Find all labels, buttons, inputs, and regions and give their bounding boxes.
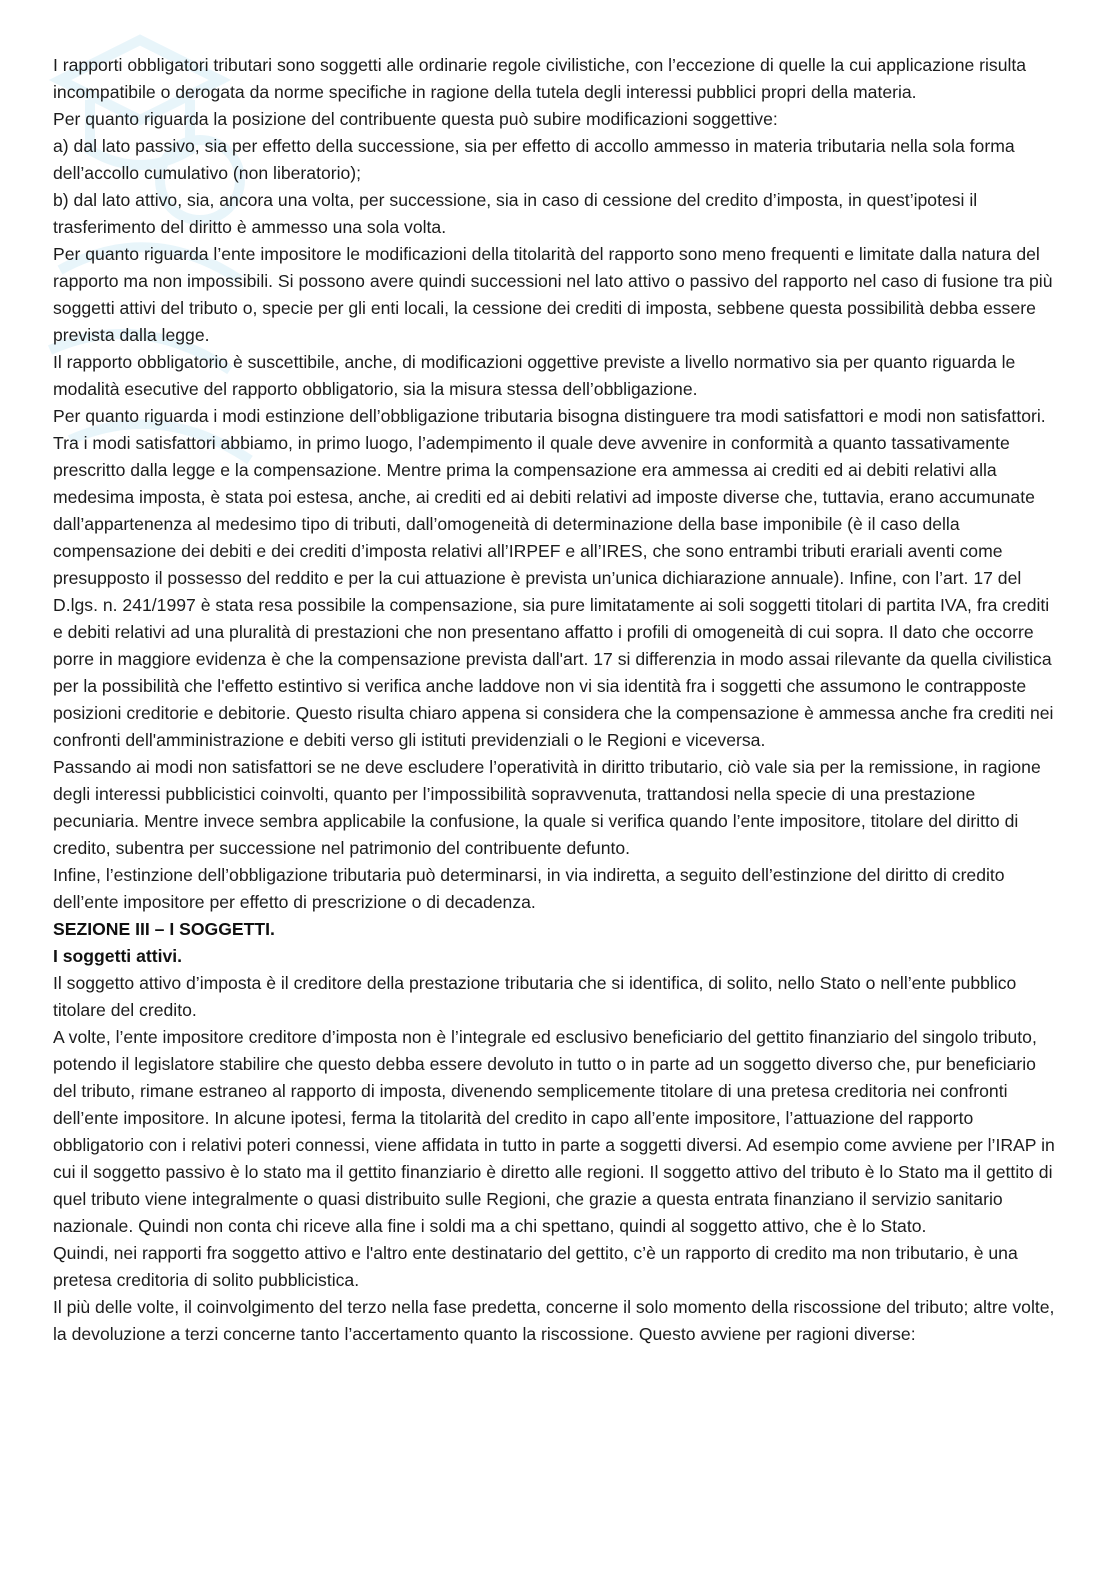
paragraph: A volte, l’ente impositore creditore d’imposta non è l’integrale ed esclusivo beneficiario del gettito finanziario del singolo tributo, potendo il legislatore stabilire che questo debba essere devoluto in tutto o in parte ad un soggetto diverso che, pur beneficiario del tributo, rimane estraneo al rapporto di imposta, divenendo semplicemente titolare di una pretesa creditoria nei confronti dell’ente impositore. In alcune ipotesi, ferma la titolarità del credito in capo all’ente impositore, l’attuazione del rapporto obbligatorio con i relativi poteri connessi, viene affidata in tutto in parte a soggetti diversi. Ad esempio come avviene per l’IRAP in cui il soggetto passivo è lo stato ma il gettito finanziario è diretto alle regioni. Il soggetto attivo del tributo è lo Stato ma il gettito di quel tributo viene integralmente o quasi distribuito sulle Regioni, che grazie a questa entrata finanziano il servizio sanitario nazionale. Quindi non conta chi riceve alla fine i soldi ma a chi spettano, quindi al soggetto attivo, che è lo Stato. (53, 1027, 1055, 1236)
paragraph: a) dal lato passivo, sia per effetto della successione, sia per effetto di accollo ammesso in materia tributaria nella sola forma dell’accollo cumulativo (non liberatorio); (53, 136, 1015, 183)
document-page (53, 52, 1063, 1348)
paragraph: Quindi, nei rapporti fra soggetto attivo e l'altro ente destinatario del gettito, c’è un rapporto di credito ma non tributario, è una pretesa creditoria di solito pubblicistica. (53, 1243, 1018, 1290)
paragraph: Il soggetto attivo d’imposta è il creditore della prestazione tributaria che si identifica, di solito, nello Stato o nell’ente pubblico titolare del credito. (53, 973, 1017, 1020)
paragraph: Per quanto riguarda i modi estinzione dell’obbligazione tributaria bisogna distinguere tra modi satisfattori e modi non satisfattori. (53, 406, 1046, 426)
paragraph: Passando ai modi non satisfattori se ne deve escludere l’operatività in diritto tributario, ciò vale sia per la remissione, in ragione degli interessi pubblicistici coinvolti, quanto per l’impossibilità sopravvenuta, trattandosi nella specie di una prestazione pecuniaria. Mentre invece sembra applicabile la confusione, la quale si verifica quando l’ente impositore, titolare del diritto di credito, subentra per successione nel patrimonio del contribuente defunto. (53, 757, 1041, 858)
paragraph: Il rapporto obbligatorio è suscettibile, anche, di modificazioni oggettive previste a livello normativo sia per quanto riguarda le modalità esecutive del rapporto obbligatorio, sia la misura stessa dell’obbligazione. (53, 352, 1016, 399)
paragraph: Per quanto riguarda l’ente impositore le modificazioni della titolarità del rapporto sono meno frequenti e limitate dalla natura del rapporto ma non impossibili. Si possono avere quindi successioni nel lato attivo o passivo del rapporto nel caso di fusione tra più soggetti attivi del tributo o, specie per gli enti locali, la cessione dei crediti di imposta, sebbene questa possibilità debba essere prevista dalla legge. (53, 244, 1053, 345)
subsection-heading: I soggetti attivi. (53, 946, 183, 966)
paragraph: b) dal lato attivo, sia, ancora una volta, per successione, sia in caso di cessione del credito d’imposta, in quest’ipotesi il trasferimento del diritto è ammesso una sola volta. (53, 190, 978, 237)
paragraph: Infine, l’estinzione dell’obbligazione tributaria può determinarsi, in via indiretta, a seguito dell’estinzione del diritto di credito dell’ente impositore per effetto di prescrizione o di decadenza. (53, 865, 1005, 912)
paragraph: Tra i modi satisfattori abbiamo, in primo luogo, l’adempimento il quale deve avvenire in conformità a quanto tassativamente prescritto dalla legge e la compensazione. Mentre prima la compensazione era ammessa ai crediti ed ai debiti relativi alla medesima imposta, è stata poi estesa, anche, ai crediti ed ai debiti relativi ad imposte diverse che, tuttavia, erano accumunate dall’appartenenza al medesimo tipo di tributi, dall’omogeneità di determinazione della base imponibile (è il caso della compensazione dei debiti e dei crediti d’imposta relativi all’IRPEF e all’IRES, che sono entrambi tributi erariali aventi come presupposto il possesso del reddito e per la cui attuazione è prevista un’unica dichiarazione annuale). Infine, con l’art. 17 del D.lgs. n. 241/1997 è stata resa possibile la compensazione, sia pure limitatamente ai soli soggetti titolari di partita IVA, fra crediti e debiti relativi ad una pluralità di prestazioni che non presentano affatto i profili di omogeneità di cui sopra. Il dato che occorre porre in maggiore evidenza è che la compensazione prevista dall'art. 17 si differenzia in modo assai rilevante da quella civilistica per la possibilità che l'effetto estintivo si verifica anche laddove non vi sia identità fra i soggetti che assumono le contrapposte posizioni creditorie e debitorie. Questo risulta chiaro appena si considera che la compensazione è ammessa anche fra crediti nei confronti dell'amministrazione e debiti verso gli istituti previdenziali o le Regioni e viceversa. (53, 433, 1054, 750)
paragraph: Il più delle volte, il coinvolgimento del terzo nella fase predetta, concerne il solo momento della riscossione del tributo; altre volte, la devoluzione a terzi concerne tanto l’accertamento quanto la riscossione. Questo avviene per ragioni diverse: (53, 1297, 1055, 1344)
paragraph: Per quanto riguarda la posizione del contribuente questa può subire modificazioni soggettive: (53, 109, 778, 129)
paragraph: I rapporti obbligatori tributari sono soggetti alle ordinarie regole civilistiche, con l’eccezione di quelle la cui applicazione risulta incompatibile o derogata da norme specifiche in ragione della tutela degli interessi pubblici propri della materia. (53, 55, 1027, 102)
section-heading: SEZIONE III – I SOGGETTI. (53, 919, 275, 939)
